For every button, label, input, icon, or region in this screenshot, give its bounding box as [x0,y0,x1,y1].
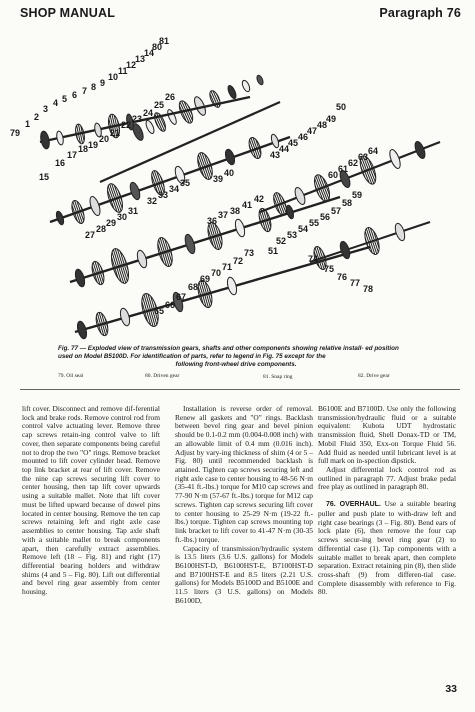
legend-item: 81. Snap ring [263,374,293,380]
callout-47: 47 [307,126,318,136]
callout-11: 11 [118,66,128,76]
callout-75: 75 [324,264,335,274]
callout-15: 15 [39,172,50,182]
callout-12: 12 [126,60,137,70]
callout-30: 30 [117,212,128,222]
paragraph: B6100E and B7100D. Use only the following transmission/hydraulic fluid or a suitable equivalent: Kubota UDT hydrostatic transmission fluid, Shell Donax-TD or TM, Mobil Fluid 350, Exx-on Torque Fluid 56. Add fluid as needed until lubricant level is at full mark on in-spection dipstick. [318,404,456,466]
callout-65: 65 [154,306,165,316]
callout-50: 50 [336,102,347,112]
callout-31: 31 [128,206,139,216]
callout-81: 81 [159,36,170,46]
callout-4: 4 [53,98,59,108]
callout-63: 63 [358,152,369,162]
callout-38: 38 [230,206,241,216]
caption-line-3: following front-wheel drive components. [175,361,297,368]
callout-57: 57 [331,206,342,216]
callout-5: 5 [62,94,68,104]
paragraph: Installation is reverse order of removal. Renew all gaskets and "O" rings. Backlash between bevel ring gear and bevel pinion should be 0.1-0.2 mm (0.004-0.008 inch) with an allowable limit of 0.4 mm (0.016 inch). Adjust by vary-ing thickness of shim (4 or 5 – Fig. 80) until recommended backlash is attained. Tighten cap screws securing left and right axle case to center housing to 48-56 N·m (35-41 ft.-lbs.) torque for M10 cap screws and 77-90 N·m (57-67 ft.-lbs.) torque for M12 cap screws. Tighten cap screws securing lift cover to center housing to 25-29 N·m (19-22 ft.-lbs.) torque. Tighten cap screws mounting top link bracket to lift cover to 41-47 N·m (30-35 ft.-lbs.) torque. [175,404,313,544]
section-rule [20,389,460,390]
callout-79: 79 [10,128,21,138]
callout-8: 8 [91,82,97,92]
callout-21: 21 [110,128,121,138]
callout-39: 39 [213,174,224,184]
callout-7: 7 [82,86,88,96]
callout-42: 42 [254,194,265,204]
callout-17: 17 [67,150,78,160]
callout-25: 25 [154,100,165,110]
callout-14: 14 [144,48,155,58]
callout-19: 19 [88,140,99,150]
callout-49: 49 [326,114,337,124]
overhaul-paragraph [318,500,456,597]
callout-9: 9 [100,78,106,88]
legend-item: 79. Oil seal [58,373,84,379]
callout-59: 59 [352,190,363,200]
callout-6: 6 [72,90,78,100]
callout-1: 1 [25,119,31,129]
callout-34: 34 [169,184,180,194]
callout-77: 77 [350,278,361,288]
callout-52: 52 [276,236,287,246]
callout-53: 53 [287,230,298,240]
callout-35: 35 [180,178,191,188]
page-number: 33 [445,683,457,695]
callout-24: 24 [143,108,154,118]
callout-37: 37 [218,210,229,220]
callout-58: 58 [342,198,353,208]
callout-60: 60 [328,170,339,180]
callout-23: 23 [132,114,143,124]
callout-3: 3 [43,104,49,114]
callout-64: 64 [368,146,379,156]
running-header-right: Paragraph 76 [379,6,461,20]
callout-74: 74 [308,254,319,264]
caption-line-1: Fig. 77 — Exploded view of transmission gears, shafts and other components showing relative install- [58,345,364,352]
callout-40: 40 [224,168,235,178]
text-column-3 [318,405,456,597]
paragraph: Adjust differential lock control rod as outlined in paragraph 77. Adjust brake pedal free play as outlined in paragraph 80. [318,465,456,492]
callout-16: 16 [55,158,66,168]
callout-61: 61 [338,164,349,174]
callout-71: 71 [222,262,233,272]
callout-48: 48 [317,120,328,130]
legend-item: 82. Drive gear [358,373,390,379]
callout-10: 10 [108,72,119,82]
callout-62: 62 [348,158,359,168]
callout-56: 56 [320,212,331,222]
callout-70: 70 [211,268,222,278]
callout-46: 46 [298,132,309,142]
text-column-2 [175,405,313,606]
overhaul-text: Use a suitable bearing puller and push plate to with-draw left and right case bearings (3 – Fig. 80). Bend ears of lock plate (6), then remove the four cap screws secur-ing bevel ring gear (2) to differential case (1). Tap components with a suitable mallet to break apart, then complete separation. Extract retaining pin (8), then slide cross-shaft (9) from differen-tial case. Complete disassembly with reference to Fig. 80. [318,499,456,597]
running-header-left: SHOP MANUAL [20,6,116,20]
callout-69: 69 [200,274,211,284]
callout-2: 2 [34,112,40,122]
callout-41: 41 [242,200,253,210]
callout-76: 76 [337,272,348,282]
figure-caption [58,345,414,369]
callout-80: 80 [152,42,163,52]
callout-51: 51 [268,246,279,256]
callout-67: 67 [176,292,187,302]
text-column-1 [22,405,160,597]
callout-68: 68 [188,282,199,292]
callout-13: 13 [135,54,146,64]
callout-20: 20 [99,134,110,144]
callout-45: 45 [288,138,299,148]
figure-legend [0,373,475,385]
callout-27: 27 [85,230,96,240]
callout-54: 54 [298,224,309,234]
callout-29: 29 [106,218,117,228]
caption-line-2: ed position used on Model B5100D. For identification of parts, refer to legend in Fig. 75 except for the [58,345,399,360]
callout-44: 44 [279,144,290,154]
exploded-view-illustration [10,22,465,344]
callout-55: 55 [309,218,320,228]
callout-43: 43 [270,150,281,160]
paragraph: lift cover. Disconnect and remove dif-ferential lock and brake rods. Remove control rod from control valve actuating lever. Remove three cap screws retain-ing control valve to lift cover, then separate components being careful not to drop the two "O" rings. Remove bracket mounted to lift cover cylinder head. Remove top link bracket at rear of lift cover. Remove the nine cap screws securing lift cover to center housing, then tap lift cover upwards using a suitable mallet. Note that lift cover must be lifted upward because of dowel pins located in center housing. Remove the ten cap screws retaining left and right axle case assemblies to center housing. Tap axle shaft with a suitable mallet to break components apart, then carefully extract assemblies. Remove left (18 – Fig. 81) and right (17) differential bearing holders and withdraw shims (4 and 5 – Fig. 80). Lift out differential and bevel ring gear assembly from center housing. [22,404,161,597]
callout-33: 33 [158,190,169,200]
callout-72: 72 [233,256,244,266]
callout-32: 32 [147,196,158,206]
callout-36: 36 [207,216,218,226]
callout-numbers [10,36,378,316]
overhaul-heading: 76. OVERHAUL. [326,501,381,509]
legend-item: 80. Driven gear [145,373,180,379]
callout-66: 66 [165,300,176,310]
callout-18: 18 [78,144,89,154]
callout-26: 26 [165,92,176,102]
callout-78: 78 [363,284,374,294]
callout-73: 73 [244,248,255,258]
callout-22: 22 [121,120,132,130]
paragraph: Capacity of transmission/hydraulic system is 13.5 liters (3.6 U.S. gallons) for Models B6100HST-D, B6100HST-E, B7100HST-D and B7100HST-E and 8.5 liters (2.21 U.S. gallons) for Models B5100D and B5100E and 11.5 liters (3 U.S. gallons) on Models B6100D, [175,543,313,605]
callout-28: 28 [96,224,107,234]
